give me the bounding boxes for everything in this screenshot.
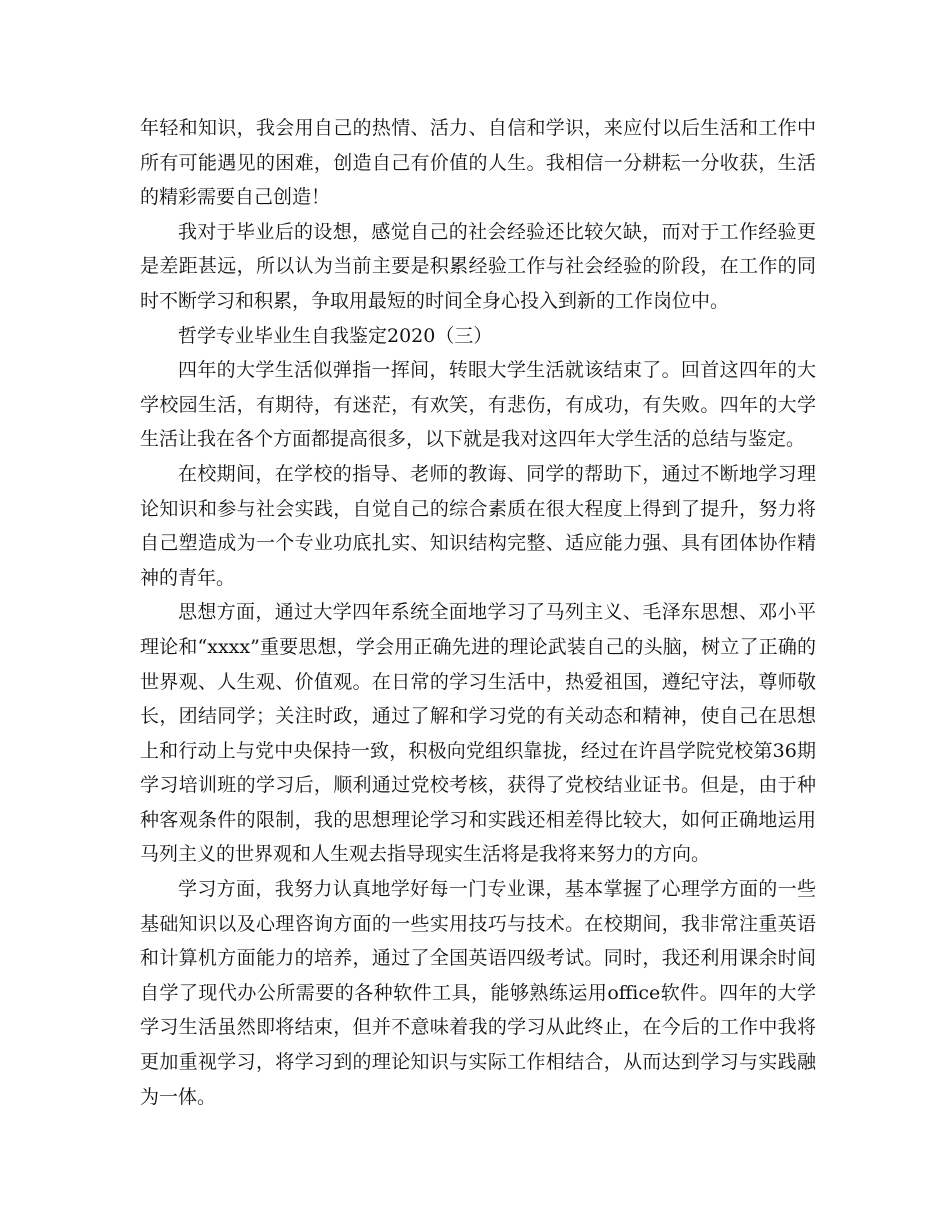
paragraph-post-graduation-plans: 我对于毕业后的设想，感觉自己的社会经验还比较欠缺，而对于工作经验更是差距甚远，所以认为当前主要是积累经验工作与社会经验的阶段，在工作的同时不断学习和积累，争取用最短的时间全身心投入到新的工作岗位中。 — [140, 220, 816, 312]
paragraph-ideology: 思想方面，通过大学四年系统全面地学习了马列主义、毛泽东思想、邓小平理论和“xxxx”重要思想，学会用正确先进的理论武装自己的头脑，树立了正确的世界观、人生观、价值观。在日常的学习生活中，热爱祖国，遵纪守法，尊师敬长，团结同学；关注时政，通过了解和学习党的有关动态和精神，使自己在思想上和行动上与党中央保持一致，积极向党组织靠拢，经过在许昌学院党校第36期学习培训班的学习后，顺利通过党校考核，获得了党校结业证书。但是，由于种种客观条件的限制，我的思想理论学习和实践还相差得比较大，如何正确地运用马列主义的世界观和人生观去指导现实生活将是我将来努力的方向。 — [140, 601, 816, 866]
paragraph-study: 学习方面，我努力认真地学好每一门专业课，基本掌握了心理学方面的一些基础知识以及心理咨询方面的一些实用技巧与技术。在校期间，我非常注重英语和计算机方面能力的培养，通过了全国英语四级考试。同时，我还利用课余时间自学了现代办公所需要的各种软件工具，能够熟练运用office软件。四年的大学学习生活虽然即将结束，但并不意味着我的学习从此终止，在今后的工作中我将更加重视学习，将学习到的理论知识与实际工作相结合，从而达到学习与实践融为一体。 — [140, 878, 816, 1108]
document-body — [140, 111, 816, 1114]
paragraph-university-life-intro: 四年的大学生活似弹指一挥间，转眼大学生活就该结束了。回首这四年的大学校园生活，有期待，有迷茫，有欢笑，有悲伤，有成功，有失败。四年的大学生活让我在各个方面都提高很多，以下就是我对这四年大学生活的总结与鉴定。 — [140, 359, 816, 451]
paragraph-on-campus: 在校期间，在学校的指导、老师的教诲、同学的帮助下，通过不断地学习理论知识和参与社会实践，自觉自己的综合素质在很大程度上得到了提升，努力将自己塑造成为一个专业功底扎实、知识结构完整、适应能力强、具有团体协作精神的青年。 — [140, 462, 816, 589]
section-heading: 哲学专业毕业生自我鉴定2020（三） — [178, 324, 493, 347]
paragraph-continuation: 年轻和知识，我会用自己的热情、活力、自信和学识，来应付以后生活和工作中所有可能遇见的困难，创造自己有价值的人生。我相信一分耕耘一分收获，生活的精彩需要自己创造！ — [140, 117, 816, 209]
